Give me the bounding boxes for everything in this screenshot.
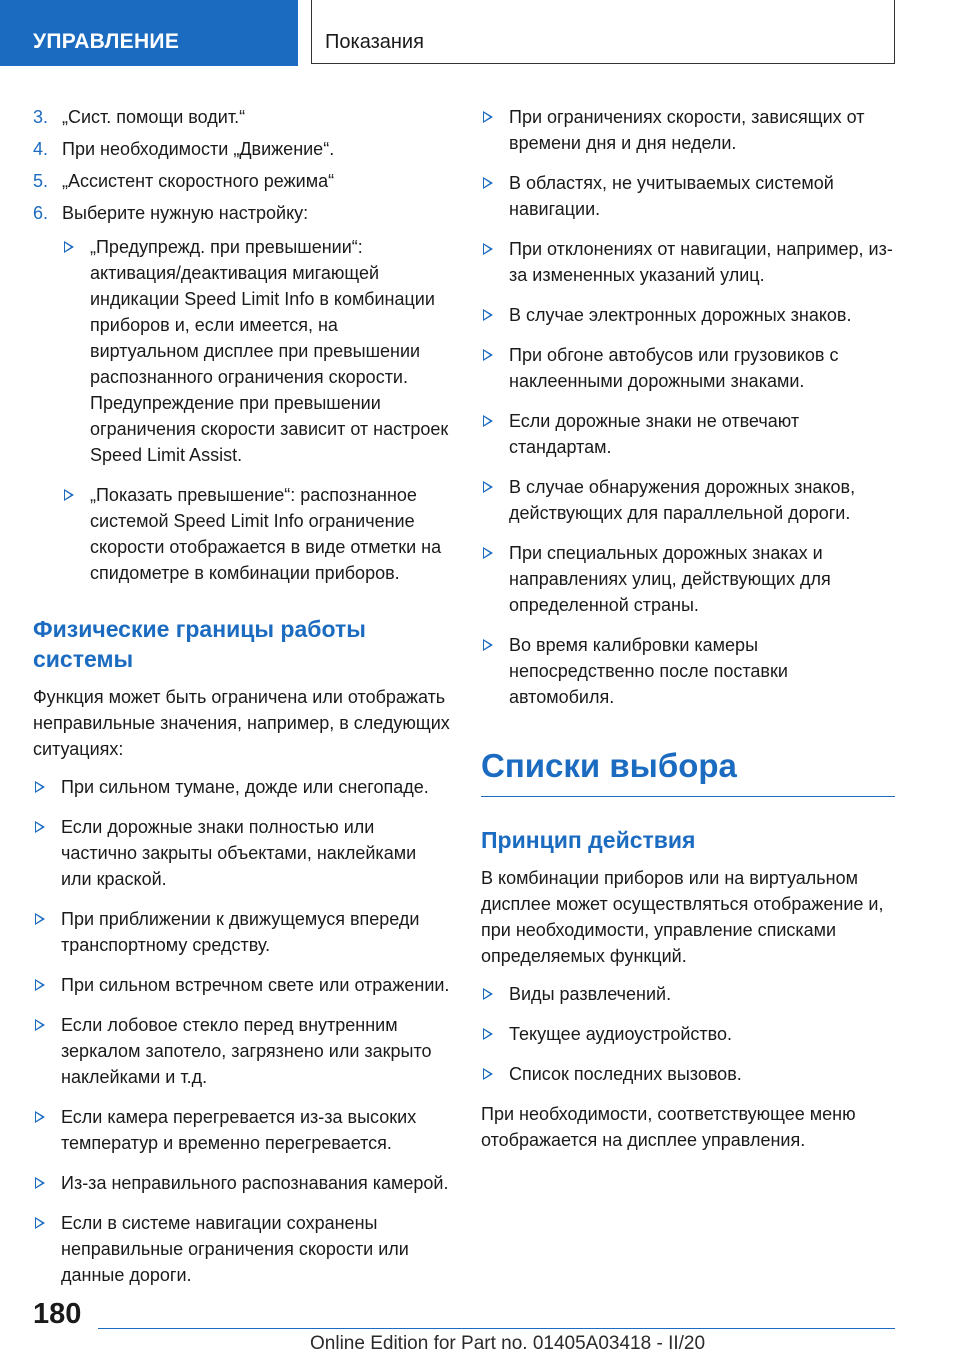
outro-paragraph: При необходимости, соответствующее меню отображается на дисплее управления. — [481, 1104, 856, 1150]
triangle-bullet-icon — [483, 639, 493, 651]
triangle-bullet-icon — [483, 1068, 493, 1080]
limitations-list — [33, 774, 451, 1288]
step-text: „Сист. помощи водит.“ — [62, 107, 246, 127]
section-tab: УПРАВЛЕНИЕ — [0, 0, 298, 66]
list-item-text: В областях, не учитываемых системой навигации. — [509, 173, 834, 219]
list-item — [481, 1061, 895, 1087]
list-item — [33, 906, 451, 958]
triangle-bullet-icon — [483, 547, 493, 559]
list-item — [481, 236, 895, 288]
list-item-text: „Предупрежд. при превышении“: активация/деактивация мигающей индикации Speed Limit Info в комбинации приборов и, если имеется, на виртуальном дисплее при превышении распознанного ограничения скорости. Предупреждение при превышении ограничения скорости зависит от настроек Speed Limit Assist. — [90, 237, 449, 465]
list-item — [62, 482, 451, 586]
intro-paragraph: Функция может быть ограничена или отображать неправильные значения, например, в следующих ситуациях: — [33, 687, 450, 759]
list-item — [481, 981, 895, 1007]
list-item-text: Если в системе навигации сохранены неправильные ограничения скорости или данные дороги. — [61, 1213, 409, 1285]
step-text: Выберите нужную настройку: — [62, 203, 309, 223]
triangle-bullet-icon — [483, 177, 493, 189]
triangle-bullet-icon — [483, 1028, 493, 1040]
triangle-bullet-icon — [35, 781, 45, 793]
list-item — [481, 1021, 895, 1047]
list-item-text: При ограничениях скорости, зависящих от времени дня и дня недели. — [509, 107, 865, 153]
page-number: 180 — [33, 1298, 82, 1330]
intro-paragraph: В комбинации приборов или на виртуальном дисплее может осуществляться отображение и, при необходимости, управление списками определяемых функций. — [481, 868, 884, 966]
list-item-text: Если дорожные знаки не отвечают стандартам. — [509, 411, 800, 457]
list-item-text: При приближении к движущемуся впереди транспортному средству. — [61, 909, 420, 955]
list-item-text: При отклонениях от навигации, например, из-за измененных указаний улиц. — [509, 239, 893, 285]
list-item — [481, 540, 895, 618]
numbered-step — [33, 136, 451, 162]
footer-divider — [98, 1328, 895, 1329]
step-number: 4. — [33, 139, 49, 159]
list-item — [481, 474, 895, 526]
list-item-text: Если камера перегревается из-за высоких температур и временно перегревается. — [61, 1107, 417, 1153]
triangle-bullet-icon — [483, 243, 493, 255]
list-item-text: В случае обнаружения дорожных знаков, действующих для параллельной дороги. — [509, 477, 856, 523]
list-item-text: При специальных дорожных знаках и направлениях улиц, действующих для определенной страны. — [509, 543, 831, 615]
triangle-bullet-icon — [35, 1177, 45, 1189]
triangle-bullet-icon — [483, 309, 493, 321]
numbered-step — [33, 200, 451, 226]
step-text: „Ассистент скоростного режима“ — [62, 171, 335, 191]
list-item-text: Виды развлечений. — [509, 984, 672, 1004]
numbered-step — [33, 104, 451, 130]
left-column — [33, 104, 451, 1302]
list-item-text: Из-за неправильного распознавания камерой. — [61, 1173, 449, 1193]
step-number: 6. — [33, 203, 49, 223]
triangle-bullet-icon — [35, 979, 45, 991]
list-item — [33, 1210, 451, 1288]
list-item — [33, 1170, 451, 1196]
triangle-bullet-icon — [35, 1111, 45, 1123]
list-item — [481, 342, 895, 394]
list-item — [33, 1104, 451, 1156]
list-item-text: При сильном встречном свете или отражении. — [61, 975, 450, 995]
list-item — [33, 774, 451, 800]
list-item-text: Во время калибровки камеры непосредственно после поставки автомобиля. — [509, 635, 788, 707]
step-number: 3. — [33, 107, 49, 127]
selection-list — [481, 981, 895, 1087]
triangle-bullet-icon — [483, 481, 493, 493]
triangle-bullet-icon — [35, 1019, 45, 1031]
list-item — [481, 170, 895, 222]
list-item-text: „Показать превышение“: распознанное системой Speed Limit Info ограничение скорости отображается в виде отметки на спидометре в комбинации приборов. — [90, 485, 442, 583]
triangle-bullet-icon — [483, 988, 493, 1000]
step-text: При необходимости „Движение“. — [62, 139, 335, 159]
list-item — [33, 1012, 451, 1090]
list-item-text: При сильном тумане, дожде или снегопаде. — [61, 777, 429, 797]
list-item — [481, 104, 895, 156]
list-item — [62, 234, 451, 468]
list-item — [481, 632, 895, 710]
triangle-bullet-icon — [35, 821, 45, 833]
triangle-bullet-icon — [483, 349, 493, 361]
list-item — [481, 408, 895, 460]
list-item-text: В случае электронных дорожных знаков. — [509, 305, 852, 325]
list-item-text: Список последних вызовов. — [509, 1064, 742, 1084]
list-item — [33, 814, 451, 892]
list-item — [33, 972, 451, 998]
edition-footer: Online Edition for Part no. 01405A03418 - II/20 — [310, 1333, 706, 1354]
chapter-title: Списки выбора — [481, 746, 895, 797]
list-item-text: Если дорожные знаки полностью или частично закрыты объектами, наклейками или краской. — [61, 817, 417, 889]
step-number: 5. — [33, 171, 49, 191]
triangle-bullet-icon — [35, 1217, 45, 1229]
triangle-bullet-icon — [64, 241, 74, 253]
right-column — [481, 104, 895, 1165]
numbered-step — [33, 168, 451, 194]
limitations-list-continued — [481, 104, 895, 710]
page-title: Показания — [311, 0, 895, 64]
triangle-bullet-icon — [483, 111, 493, 123]
list-item-text: При обгоне автобусов или грузовиков с наклеенными дорожными знаками. — [509, 345, 839, 391]
section-heading: Принцип действия — [481, 827, 696, 853]
list-item-text: Если лобовое стекло перед внутренним зеркалом запотело, загрязнено или закрыто наклейками и т.д. — [61, 1015, 432, 1087]
triangle-bullet-icon — [64, 489, 74, 501]
triangle-bullet-icon — [35, 913, 45, 925]
section-heading: Физические границы работы системы — [33, 616, 366, 672]
list-item — [481, 302, 895, 328]
list-item-text: Текущее аудиоустройство. — [509, 1024, 733, 1044]
sub-options-list — [62, 234, 451, 586]
triangle-bullet-icon — [483, 415, 493, 427]
